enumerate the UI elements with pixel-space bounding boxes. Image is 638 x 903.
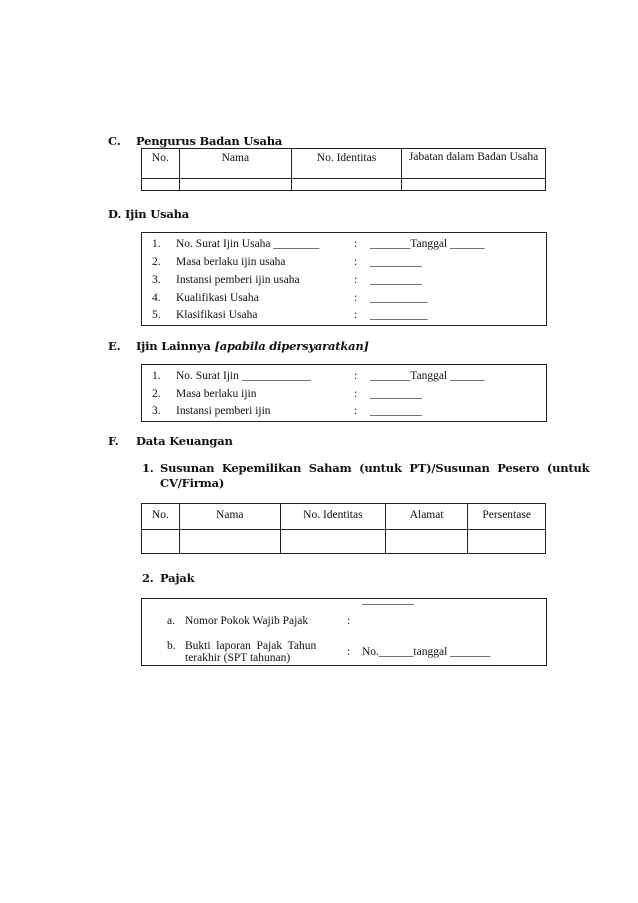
col-no: No.	[142, 504, 180, 530]
col-jabatan: Jabatan dalam Badan Usaha	[402, 149, 546, 179]
col-identitas: No. Identitas	[291, 149, 401, 179]
row-label: Klasifikasi Usaha	[176, 309, 258, 321]
row-colon: :	[354, 256, 358, 268]
row-label: Masa berlaku ijin	[176, 388, 257, 400]
cell[interactable]	[468, 530, 546, 554]
row-value[interactable]: _________	[370, 405, 422, 417]
other-license-box	[141, 364, 547, 422]
sub2-number: 2.	[142, 571, 154, 585]
row-value[interactable]: _________	[370, 256, 422, 268]
row-number: 1.	[152, 238, 161, 250]
section-f-number: F.	[108, 434, 119, 448]
cell[interactable]	[402, 179, 546, 191]
row-value[interactable]: __________	[370, 292, 428, 304]
board-table	[141, 148, 546, 191]
tax-a-label: Nomor Pokok Wajib Pajak	[185, 615, 309, 627]
row-number: 4.	[152, 292, 161, 304]
section-e-note: [apabila dipersyaratkan]	[214, 339, 369, 353]
board-table-row	[142, 179, 546, 191]
row-colon: :	[354, 274, 358, 286]
cell[interactable]	[142, 530, 180, 554]
row-label: No. Surat Ijin ____________	[176, 370, 311, 382]
tax-box	[141, 594, 547, 666]
row-value[interactable]: _________	[370, 274, 422, 286]
section-d-title: Ijin Usaha	[124, 207, 190, 221]
row-value[interactable]: _______Tanggal ______	[370, 370, 485, 382]
row-colon: :	[354, 405, 358, 417]
tax-b-colon: :	[347, 646, 351, 658]
shareholding-heading	[142, 461, 590, 490]
tax-b-label-line1: Bukti laporan Pajak Tahun	[185, 640, 317, 652]
cell[interactable]	[142, 179, 180, 191]
board-table-header	[142, 149, 546, 179]
row-number: 3.	[152, 405, 161, 417]
sub1-title-line2: CV/Firma)	[160, 476, 225, 490]
row-colon: :	[354, 370, 358, 382]
tax-b-letter: b.	[167, 640, 176, 652]
row-number: 2.	[152, 388, 161, 400]
col-nama: Nama	[179, 149, 291, 179]
shareholding-table-row	[142, 530, 546, 554]
section-e-number: E.	[108, 339, 121, 353]
col-identitas: No. Identitas	[280, 504, 385, 530]
row-value[interactable]: _________	[370, 388, 422, 400]
row-value[interactable]: _______Tanggal ______	[370, 238, 485, 250]
tax-a-colon: :	[347, 615, 351, 627]
row-number: 3.	[152, 274, 161, 286]
row-number: 1.	[152, 370, 161, 382]
sub1-number: 1.	[142, 461, 154, 475]
business-license-box	[141, 232, 547, 326]
row-number: 5.	[152, 309, 161, 321]
row-colon: :	[354, 238, 358, 250]
tax-a-value[interactable]: _________	[362, 594, 414, 606]
sub1-title-line1: Susunan Kepemilikan Saham (untuk PT)/Susunan Pesero (untuk	[160, 461, 590, 475]
section-d-heading	[108, 207, 189, 221]
sub2-title: Pajak	[160, 571, 195, 585]
row-label: Masa berlaku ijin usaha	[176, 256, 286, 268]
row-colon: :	[354, 309, 358, 321]
row-number: 2.	[152, 256, 161, 268]
tax-b-value[interactable]: No.______tanggal _______	[362, 646, 491, 658]
row-label: Instansi pemberi ijin	[176, 405, 271, 417]
col-persentase: Persentase	[468, 504, 546, 530]
cell[interactable]	[179, 179, 291, 191]
row-value[interactable]: __________	[370, 309, 428, 321]
tax-heading	[142, 571, 194, 585]
tax-b-label-line2: terakhir (SPT tahunan)	[185, 652, 291, 664]
section-c-number: C.	[108, 134, 121, 148]
cell[interactable]	[280, 530, 385, 554]
section-f-title: Data Keuangan	[136, 434, 233, 448]
section-c-title: Pengurus Badan Usaha	[136, 134, 283, 148]
row-colon: :	[354, 292, 358, 304]
row-colon: :	[354, 388, 358, 400]
section-c-heading	[108, 134, 282, 148]
section-e-heading	[108, 339, 369, 353]
tax-a-letter: a.	[167, 615, 175, 627]
cell[interactable]	[291, 179, 401, 191]
shareholding-table-header	[142, 504, 546, 530]
col-no: No.	[142, 149, 180, 179]
cell[interactable]	[179, 530, 280, 554]
section-d-number: D.	[108, 207, 122, 221]
row-label: Kualifikasi Usaha	[176, 292, 259, 304]
section-f-heading	[108, 434, 233, 448]
col-alamat: Alamat	[385, 504, 467, 530]
section-e-title: Ijin Lainnya	[136, 339, 211, 353]
cell[interactable]	[385, 530, 467, 554]
row-label: Instansi pemberi ijin usaha	[176, 274, 300, 286]
col-nama: Nama	[179, 504, 280, 530]
shareholding-table	[141, 503, 546, 554]
row-label: No. Surat Ijin Usaha ________	[176, 238, 320, 250]
